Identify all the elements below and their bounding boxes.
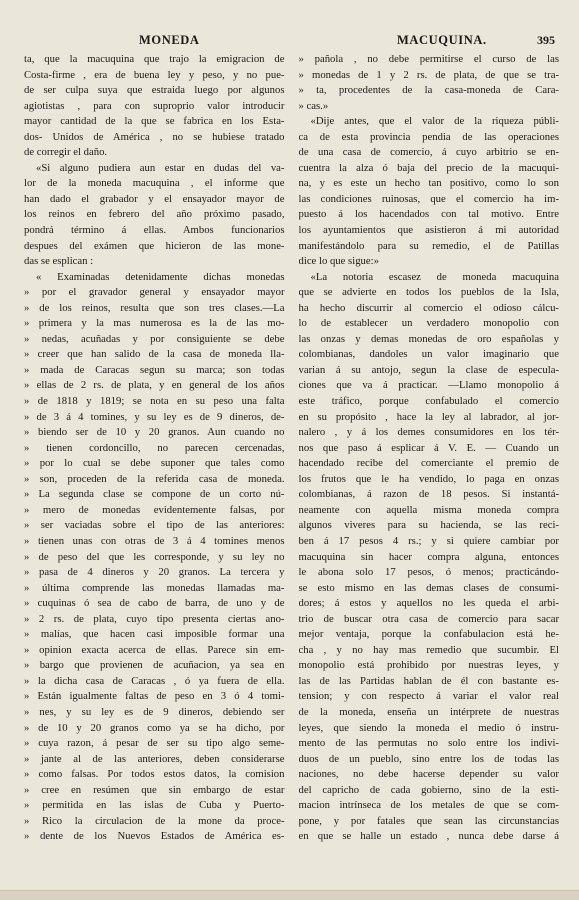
text-line: Costa-firme , era de buena ley y peso, y no pue- [24,68,285,81]
text-line: varian á su antojo, segun la clase de especula- [298,363,559,376]
text-line: en que se halle un estado , nunca debe darse á [298,830,559,843]
text-line: este tráfico, porque confabulado el comercio [298,395,559,408]
text-line: dos- Unidos de América , no se hubiese tratado [24,130,285,143]
text-line: » dente de los Nuevos Estados de América es- [24,830,285,843]
text-line: pondrá término á ellas. Ambos funcionarios [24,224,285,237]
text-line: » cree en resúmen que sin embargo de estar [24,783,285,796]
text-line: «La notoria escasez de moneda macuquina [310,270,559,283]
text-line: despues del exámen que hicieron de las mone- [24,239,285,252]
text-line: lor de la moneda macuquina , el informe que [24,177,285,190]
text-line: » última comprende las monedas llamadas ma- [24,581,285,594]
text-line: en su propósito , hace la ley al labrador, al jor- [298,410,559,423]
text-line: » tienen cordoncillo, no parecen cercenadas, [24,441,285,454]
text-line: » tienen unas con otras de 3 á 4 tomines menos [24,534,285,547]
text-line: » de los reinos, resulta que son tres clases.—La [24,301,285,314]
text-line: colombianas, á razon de 18 pesos. Si instantá- [298,488,559,501]
text-line: » jante al de las anteriores, deben considerarse [24,752,285,765]
text-line: das se esplican : [24,255,94,268]
text-line: » La segunda clase se compone de un corto nú- [24,488,285,501]
text-line: las de las Partidas hablan de él con bastante es- [298,674,559,687]
text-line: nos que paso á esplicar á V. E. — Cuando un [298,441,559,454]
text-line: ca de esta provincia pendia de las operaciones [298,130,559,143]
text-line: » ser vaciadas sobre el tipo de las anteriores: [24,519,285,532]
text-line: » creer que han salido de la casa de moneda lla- [24,348,285,361]
text-line: los ayuntamientos que asistieron á mi autoridad [298,224,559,237]
text-line: ben á 17 pesos 4 rs.; y si quiere cambiar por [298,534,559,547]
text-line: las condiciones ruinosas, que el comercio ha im- [298,192,559,205]
text-line: los frutos que le ha vendido, lo paga en onzas [298,472,559,485]
text-line: de ser culpa suya que estraida luego por algunos [24,84,285,97]
text-line: manifestándolo para su remedio, el de Patillas [298,239,559,252]
text-line: » mada de Caracas segun su marca; son todas [24,363,285,376]
text-line: » monedas de 1 y 2 rs. de plata, de que se tra- [298,68,559,81]
text-line: de la moneda, enseña un intérprete de nuestras [298,705,559,718]
text-line: ciones que va á practicar. —Llamo monopolio á [298,379,559,392]
text-line: macuquina sin hacer compra alguna, entonces [298,550,559,563]
text-line: se esto mismo en las demas clases de consumi- [298,581,559,594]
text-line: cha , y no hay mas remedio que sucumbir. El [298,643,559,656]
text-line: » mero de monedas evidentemente falsas, por [24,503,285,516]
text-line: agiotistas , para con suproprio valor introducir [24,99,285,112]
text-line: » primera y la mas numerosa es la de las mo- [24,317,285,330]
text-line: trio de buscar otra casa de comercio para sacar [298,612,559,625]
running-head-right: MACUQUINA. [397,33,487,47]
text-line: ta, que la macuquina que trajo la emigracion de [24,53,285,65]
text-line: macion intrínseca de los metales de que se com- [298,799,559,812]
text-line: » permitida en las islas de Cuba y Puerto- [24,799,285,812]
running-head-left: MONEDA [139,33,200,47]
text-line: » malías, que hacen casi imposible formar una [24,628,285,641]
text-line: » ellas de 2 rs. de plata, y en general de los años [24,379,285,392]
text-line: dice lo que sigue:» [298,255,379,268]
text-line: de corregir el daño. [24,146,108,159]
text-line: le abona solo 17 pesos, ó menos; practicándo- [298,566,559,579]
text-line: » Están igualmente faltas de peso en 3 ó 4 tomi- [24,690,285,703]
text-line: » ta, procedentes de la casa-moneda de Cara- [298,84,559,97]
text-line: «Si alguno pudiera aun estar en dudas del va- [36,161,285,174]
right-column [299,52,560,845]
text-line: las onzas y demas monedas de oro españolas y [298,332,559,345]
text-line: dores; á estos y aquellos no les queda el arbi- [298,597,559,610]
text-line: colombianas, dandoles un valor imaginario que [298,348,559,361]
text-line: de una casa de comercio, á cuyo arbitrio se en- [298,146,559,159]
text-line: » bargo que provienen de acuñacion, ya sea en [24,659,285,672]
text-line: puesto á los hacendados con tal motivo. Entre [298,208,559,221]
text-line: » opinion exacta acerca de ellas. Parece sin em- [24,643,285,656]
text-line: cuentra la alza ó baja del precio de la macuqui- [298,161,559,174]
text-line: » cuquinas ó sea de cabo de barra, de uno y de [24,597,285,610]
text-line: los reinos en febrero del año próximo pasado, [24,208,285,221]
text-line: pone, y por fatales que sean las circunstancias [298,814,559,827]
text-line: » pasa de 4 dineros y 20 granos. La tercera y [24,566,285,579]
text-line: tension; y con respecto á variar el valor real [298,690,559,703]
text-line: » por lo cual se debe suponer que tales como [24,457,285,470]
text-line: monopolio está prohibido por nuestras leyes, y [298,659,559,672]
text-columns [24,52,559,845]
text-line: » cuya razon, á pesar de ser su tipo algo seme- [24,737,285,750]
page-number: 395 [537,33,555,47]
text-line: » Rico la circulacion de la mone da proce- [24,814,285,827]
text-line: algunos viveres para su hacienda, se las reci- [298,519,559,532]
page-bottom-edge [0,890,579,900]
text-line: » de 10 y 20 granos como ya se ha dicho, por [24,721,285,734]
text-line: nalero , y á los demes consumidores en los tér- [298,426,559,439]
text-line: » nedas, acuñadas y por consiguiente se debe [24,332,285,345]
text-line: » pañola , no debe permitirse el curso de las [298,53,559,65]
text-line: neamente con aquella misma moneda compra [298,503,559,516]
text-line: » la dicha casa de Caracas , ó ya fuera de ella. [24,674,285,687]
text-line: del capricho de cada gobierno, sino de la esti- [298,783,559,796]
left-column [24,52,285,845]
text-line: » nes, y su ley es de 9 dineros, debiendo ser [24,705,285,718]
text-line: » por el gravador general y ensayador mayor [24,286,285,299]
text-line: han dado el grabador y el ensayador mayor de [24,192,285,205]
text-line: na, y es este un hecho tan positivo, como lo son [298,177,559,190]
text-line: « Examinadas detenidamente dichas monedas [36,270,285,283]
text-line: naciones, no debe hacerse depender su valor [298,768,559,781]
text-line: » biendo ser de 10 y 20 granos. Aun cuando no [24,426,285,439]
text-line: «Dije antes, que el valor de la riqueza públi- [310,115,559,128]
text-line: » de peso del que les corresponde, y su ley no [24,550,285,563]
text-line: que se advierte en todos los pueblos de la Isla, [298,286,559,299]
running-header [24,30,559,52]
text-line: mento de las permutas no solo entre los indivi- [298,737,559,750]
text-line: lo de establecer un verdadero monopolio con [298,317,559,330]
text-line: hacendado recibe del comerciante el premio de [298,457,559,470]
text-line: mejor ventaja, porque la confabulacion está he- [298,628,559,641]
text-line: ha hecho discurrir al comercio el odioso cálcu- [298,301,559,314]
text-line: » son, proceden de la referida casa de moneda. [24,472,285,485]
text-line: » de 3 á 4 tomines, y su ley es de 9 dineros, de- [24,410,285,423]
text-line: leyes, que siendo la moneda el medio ó instru- [298,721,559,734]
text-line: » como falsas. Por todos estos datos, la comision [24,768,285,781]
text-line: mayor cantidad de la que se fabrica en los Esta- [24,115,285,128]
text-line: » de 1818 y 1819; se nota en su peso una falta [24,395,285,408]
text-line: » 2 rs. de plata, cuyo tipo presenta ciertas ano- [24,612,285,625]
text-line: » cas.» [298,99,329,112]
text-line: duos de un pueblo, sino entre los de todas las [298,752,559,765]
